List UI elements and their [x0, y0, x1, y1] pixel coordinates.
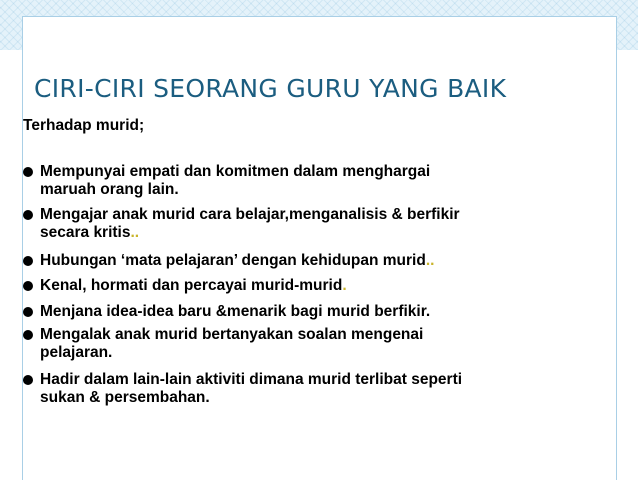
item-line: pelajaran. — [40, 344, 113, 361]
item-line-with-accent — [40, 224, 139, 242]
accent-dots: .. — [425, 252, 435, 269]
item-line: Hadir dalam lain-lain aktiviti dimana murid terlibat seperti — [40, 371, 463, 388]
item-line: Mengajar anak murid cara belajar,menganalisis & berfikir — [40, 206, 460, 223]
bullet-icon — [23, 210, 33, 220]
item-line: maruah orang lain. — [40, 181, 179, 198]
subheading: Terhadap murid; — [23, 117, 145, 134]
bullet-icon — [23, 167, 33, 177]
accent-dots: .. — [130, 224, 140, 241]
bullet-icon — [23, 281, 33, 291]
bullet-icon — [23, 307, 33, 317]
item-line: Mempunyai empati dan komitmen dalam menghargai — [40, 163, 431, 180]
accent-dots: . — [342, 277, 347, 294]
item-line-with-accent — [40, 277, 347, 295]
item-line: Mengalak anak murid bertanyakan soalan mengenai — [40, 326, 424, 343]
item-line: Menjana idea-idea baru &menarik bagi murid berfikir. — [40, 303, 431, 320]
item-text: Kenal, hormati dan percayai murid-murid — [40, 277, 343, 294]
item-line-with-accent — [40, 252, 434, 270]
bullet-icon — [23, 330, 33, 340]
bullet-icon — [23, 375, 33, 385]
item-text: secara kritis — [40, 224, 131, 241]
bullet-icon — [23, 256, 33, 266]
item-line: sukan & persembahan. — [40, 389, 210, 406]
slide-title: CIRI-CIRI SEORANG GURU YANG BAIK — [34, 74, 507, 103]
item-text: Hubungan ‘mata pelajaran’ dengan kehidupan murid — [40, 252, 426, 269]
